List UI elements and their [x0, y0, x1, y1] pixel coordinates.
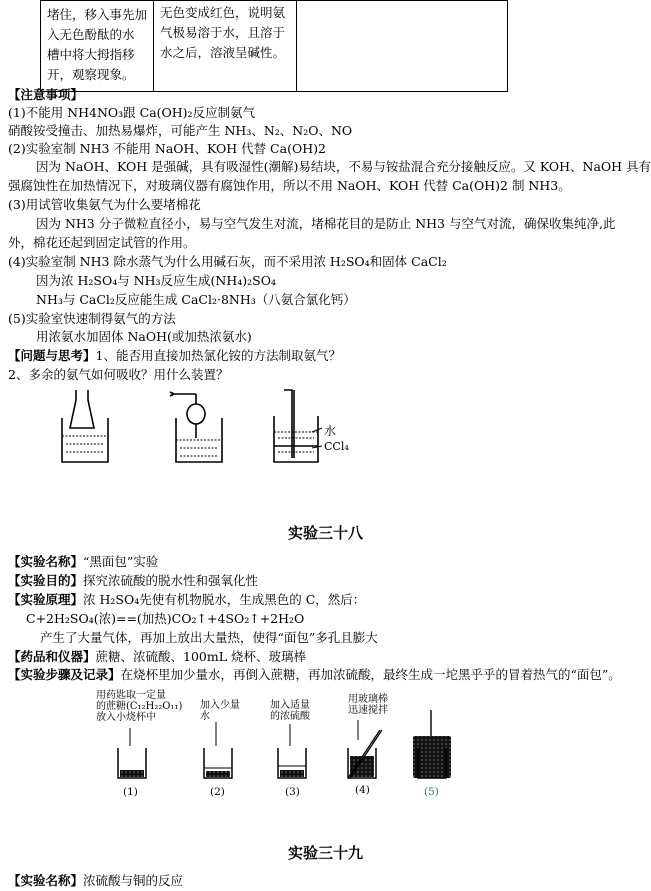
note-line: (4)实验室制 NH3 除水蒸气为什么用碱石灰，而不采用浓 H₂SO₄和固体 CaCl₂ — [8, 254, 447, 269]
exp38-principle-line — [8, 591, 365, 608]
table-text: 无色变成红色，说明氨 — [160, 5, 286, 20]
notes-title: 【注意事项】 — [8, 87, 84, 102]
label-name: 【实验名称】 — [8, 554, 84, 569]
fig-caption-4: 用玻璃棒 迅速搅拌 — [348, 694, 388, 716]
table-text: 开，观察现象。 — [47, 67, 135, 82]
note-line: (5)实验室快速制得氨气的方法 — [8, 311, 176, 326]
label-name: 【实验名称】 — [8, 873, 84, 888]
note-line: (1)不能用 NH4NO₃跟 Ca(OH)₂反应制氨气 — [8, 105, 256, 120]
beaker-step-1 — [118, 748, 146, 778]
beaker-step-3 — [278, 748, 306, 778]
fig-num-5: (5) — [424, 786, 439, 798]
exp38-name: “黑面包”实验 — [83, 554, 159, 569]
label-ccl4: CCl₄ — [324, 440, 349, 453]
beaker-bulb — [170, 392, 222, 462]
exp38-name-line — [8, 553, 158, 570]
absorption-apparatus-figure — [50, 388, 360, 468]
exp38-goal-line — [8, 572, 258, 589]
questions-title: 【问题与思考】 — [8, 348, 96, 363]
label-materials: 【药品和仪器】 — [8, 649, 96, 664]
label-principle: 【实验原理】 — [8, 592, 84, 607]
heading-exp38: 实验三十八 — [287, 524, 363, 542]
beaker-ccl4 — [274, 390, 322, 462]
fig-num-4: (4) — [355, 784, 370, 796]
table-text: 气极易溶于水，且溶于 — [160, 25, 286, 40]
fig-num-1: (1) — [123, 786, 138, 798]
fig-caption-3: 加入适量 的浓硫酸 — [270, 700, 310, 722]
table-text: 入无色酚酞的水 — [47, 27, 135, 42]
heading-exp39: 实验三十九 — [287, 844, 363, 862]
note-line: (3)用试管收集氨气为什么要堵棉花 — [8, 197, 201, 212]
table-cell-observation — [154, 1, 297, 92]
exp38-steps: 在烧杯里加少量水，再倒入蔗糖，再加浓硫酸，最终生成一坨黑乎乎的冒着热气的“面包”。 — [120, 667, 621, 682]
note-line: 外，棉花还起到固定试管的作用。 — [8, 235, 196, 250]
exp38-materials: 蔗糖、浓硫酸、100mL 烧杯、玻璃棒 — [95, 649, 307, 664]
continued-table — [40, 0, 508, 92]
table-cell-empty — [297, 1, 508, 92]
exp39-name: 浓硫酸与铜的反应 — [83, 873, 184, 888]
black-bread-procedure-figure — [100, 690, 480, 800]
note-line: (2)实验室制 NH3 不能用 NaOH、KOH 代替 Ca(OH)2 — [8, 141, 326, 156]
beaker-step-4 — [348, 730, 382, 778]
note-line: 强腐蚀性在加热情况下，对玻璃仪器有腐蚀作用，所以不用 NaOH、KOH 代替 Ca(OH)2 制 NH3。 — [8, 178, 571, 193]
fig-caption-1: 用药匙取一定量 的蔗糖(C₁₂H₂₂O₁₁) 放入小烧杯中 — [96, 690, 183, 723]
table-text: 堵住，移入事先加 — [47, 7, 148, 22]
label-goal: 【实验目的】 — [8, 573, 84, 588]
fig-caption-2: 加入少量 水 — [200, 700, 240, 722]
table-text: 槽中将大拇指移 — [47, 47, 135, 62]
exp38-principle: 浓 H₂SO₄先使有机物脱水，生成黑色的 C，然后： — [83, 592, 366, 607]
label-water: 水 — [324, 424, 337, 438]
note-line: 硝酸铵受撞击、加热易爆炸，可能产生 NH₃、N₂、N₂O、NO — [8, 123, 353, 138]
beaker-funnel — [62, 390, 108, 462]
exp38-equation: C+2H₂SO₄(浓)==(加热)CO₂↑+4SO₂↑+2H₂O — [26, 611, 305, 626]
fig-num-2: (2) — [210, 786, 225, 798]
exp38-steps-line — [8, 666, 621, 683]
exp38-goal: 探究浓硫酸的脱水性和强氧化性 — [83, 573, 259, 588]
note-line: NH₃与 CaCl₂反应能生成 CaCl₂·8NH₃（八氨合氯化钙） — [36, 292, 356, 307]
question-1: 1、能否用直接加热氯化铵的方法制取氨气？ — [95, 348, 341, 363]
table-cell-procedure — [41, 1, 154, 92]
note-line: 因为 NaOH、KOH 是强碱，具有吸湿性(潮解)易结块，不易与铵盐混合充分接触反应。又 KOH、NaOH 具有 — [36, 159, 651, 174]
beaker-step-2 — [204, 748, 232, 778]
note-line: 因为浓 H₂SO₄与 NH₃反应生成(NH₄)₂SO₄ — [36, 273, 276, 288]
exp38-explain: 产生了大量气体，再加上放出大量热，使得“面包”多孔且膨大 — [40, 630, 378, 645]
fig-num-3: (3) — [285, 786, 300, 798]
table-text: 水之后，溶液呈碱性。 — [160, 45, 286, 60]
questions-line — [8, 347, 341, 364]
exp39-name-line — [8, 872, 183, 889]
exp38-materials-line — [8, 648, 306, 665]
label-steps: 【实验步骤及记录】 — [8, 667, 121, 682]
note-line: 用浓氨水加固体 NaOH(或加热浓氨水) — [36, 329, 252, 344]
beaker-step-5 — [413, 710, 451, 778]
question-2: 2、多余的氨气如何吸收？用什么装置？ — [8, 367, 229, 382]
note-line: 因为 NH3 分子微粒直径小，易与空气发生对流，堵棉花目的是防止 NH3 与空气对流，确保收集纯净,此 — [36, 216, 616, 231]
